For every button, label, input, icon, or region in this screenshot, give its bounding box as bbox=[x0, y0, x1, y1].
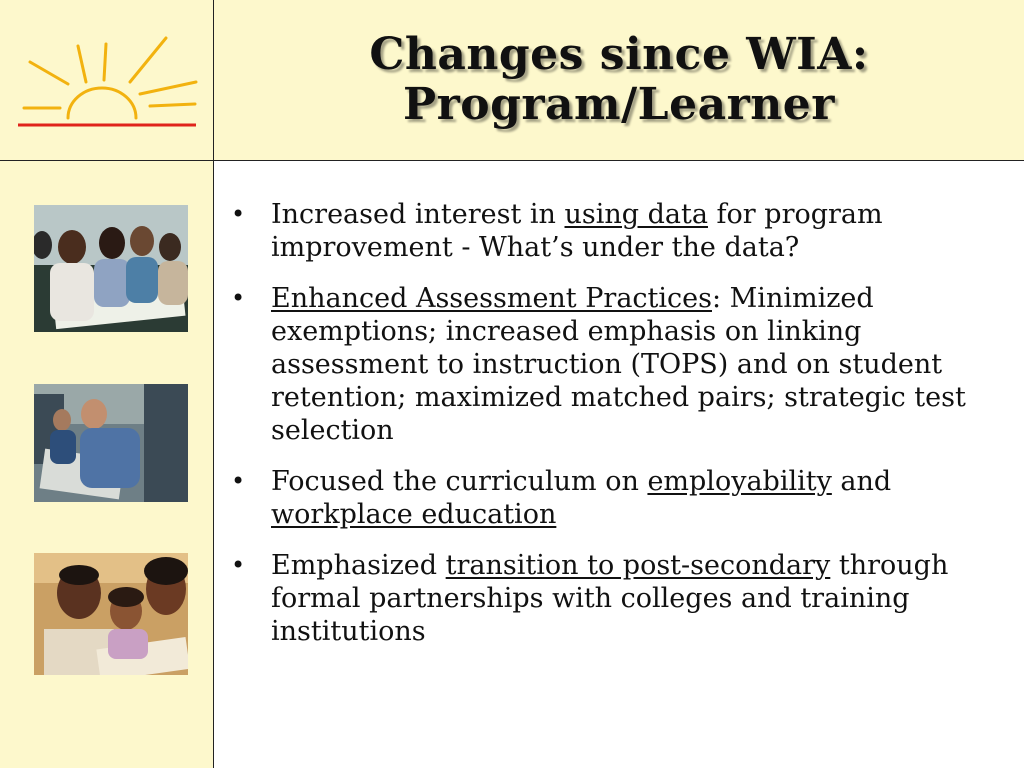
students-classroom-photo bbox=[34, 205, 188, 332]
bullet-curriculum bbox=[228, 465, 998, 531]
bullet-marker: • bbox=[231, 467, 246, 495]
bullet-text: Emphasized bbox=[271, 550, 446, 581]
family-reading-photo bbox=[34, 553, 188, 675]
bullet-assessment bbox=[228, 282, 998, 447]
bullet-data-use bbox=[228, 198, 998, 264]
bullet-marker: • bbox=[231, 200, 246, 228]
bullet-marker: • bbox=[231, 284, 246, 312]
underlined-term: using data bbox=[564, 199, 708, 230]
bullet-text: for program improvement - What’s under the data? bbox=[271, 199, 883, 263]
logo-panel bbox=[0, 0, 214, 161]
underlined-term: employability bbox=[647, 466, 832, 497]
bullet-list bbox=[228, 198, 998, 648]
title-line-2: Program/Learner bbox=[402, 79, 835, 130]
title-line-1: Changes since WIA: bbox=[369, 29, 869, 80]
bullet-marker: • bbox=[231, 551, 246, 579]
slide-content bbox=[228, 198, 998, 666]
bullet-text: and bbox=[831, 466, 892, 497]
workers-factory-photo bbox=[34, 384, 188, 502]
slide-title bbox=[369, 30, 868, 130]
underlined-term: transition to post-secondary bbox=[445, 550, 831, 581]
sunrise-logo-icon bbox=[0, 0, 213, 160]
title-bar bbox=[214, 0, 1024, 161]
underlined-term: Enhanced Assessment Practices bbox=[271, 283, 712, 314]
bullet-transition bbox=[228, 549, 998, 648]
bullet-text: Increased interest in bbox=[271, 199, 565, 230]
bullet-text: Focused the curriculum on bbox=[271, 466, 648, 497]
bullet-text: : Minimized exemptions; increased emphasis on linking assessment to instruction (TOPS) and on student retention; maximized matched pairs; strategic test selection bbox=[271, 283, 966, 446]
bullet-text: through formal partnerships with colleges and training institutions bbox=[271, 550, 949, 647]
underlined-term: workplace education bbox=[271, 499, 557, 530]
